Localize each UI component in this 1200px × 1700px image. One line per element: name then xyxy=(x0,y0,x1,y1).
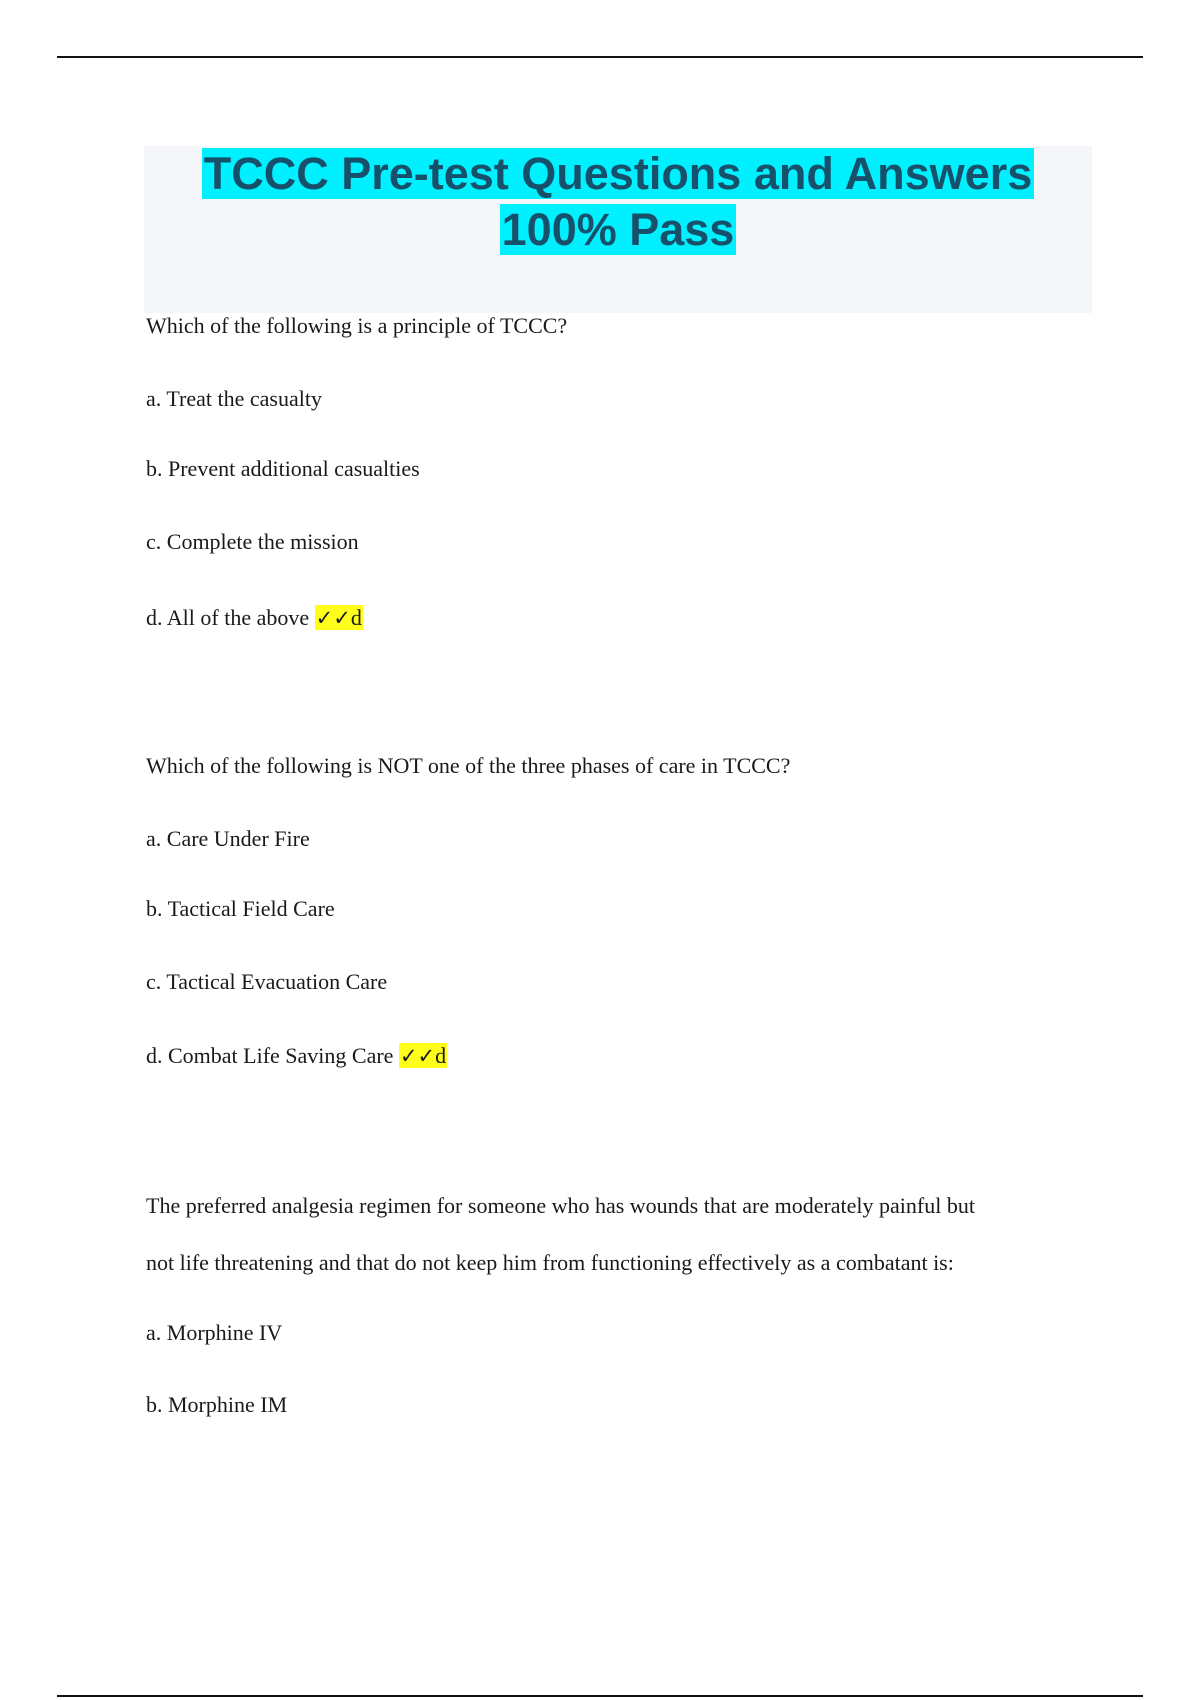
title-line-2: 100% Pass xyxy=(501,204,735,255)
question-1-option-d-label: d. All of the above xyxy=(146,605,310,630)
question-1-option-b: b. Prevent additional casualties xyxy=(146,456,420,481)
question-2-option-b: b. Tactical Field Care xyxy=(146,896,335,921)
bottom-rule xyxy=(57,1695,1143,1697)
answer-letter: d xyxy=(435,1043,447,1068)
answer-letter: d xyxy=(350,605,362,630)
question-2-option-a: a. Care Under Fire xyxy=(146,826,310,851)
question-2-option-c: c. Tactical Evacuation Care xyxy=(146,969,388,994)
question-1-option-c: c. Complete the mission xyxy=(146,529,359,554)
top-rule xyxy=(57,56,1143,58)
question-2-option-d xyxy=(146,1042,447,1070)
double-check-icon: ✓✓ xyxy=(399,1044,436,1068)
question-3-text-line-2: not life threatening and that do not keep him from functioning effectively as a combatant is: xyxy=(146,1250,954,1275)
question-2-option-d-label: d. Combat Life Saving Care xyxy=(146,1043,394,1068)
question-3-text-line-1: The preferred analgesia regimen for someone who has wounds that are moderately painful but xyxy=(146,1193,975,1218)
title-line-1: TCCC Pre-test Questions and Answers xyxy=(203,148,1033,199)
answer-highlight xyxy=(315,605,363,630)
document-title xyxy=(144,146,1092,258)
answer-highlight xyxy=(399,1043,447,1068)
question-1-option-a: a. Treat the casualty xyxy=(146,386,322,411)
question-1-text: Which of the following is a principle of TCCC? xyxy=(146,313,568,338)
question-3-option-a: a. Morphine IV xyxy=(146,1320,283,1345)
double-check-icon: ✓✓ xyxy=(315,606,351,630)
question-1-option-d xyxy=(146,604,363,632)
question-2-text: Which of the following is NOT one of the three phases of care in TCCC? xyxy=(146,753,791,778)
question-3-option-b: b. Morphine IM xyxy=(146,1392,288,1417)
